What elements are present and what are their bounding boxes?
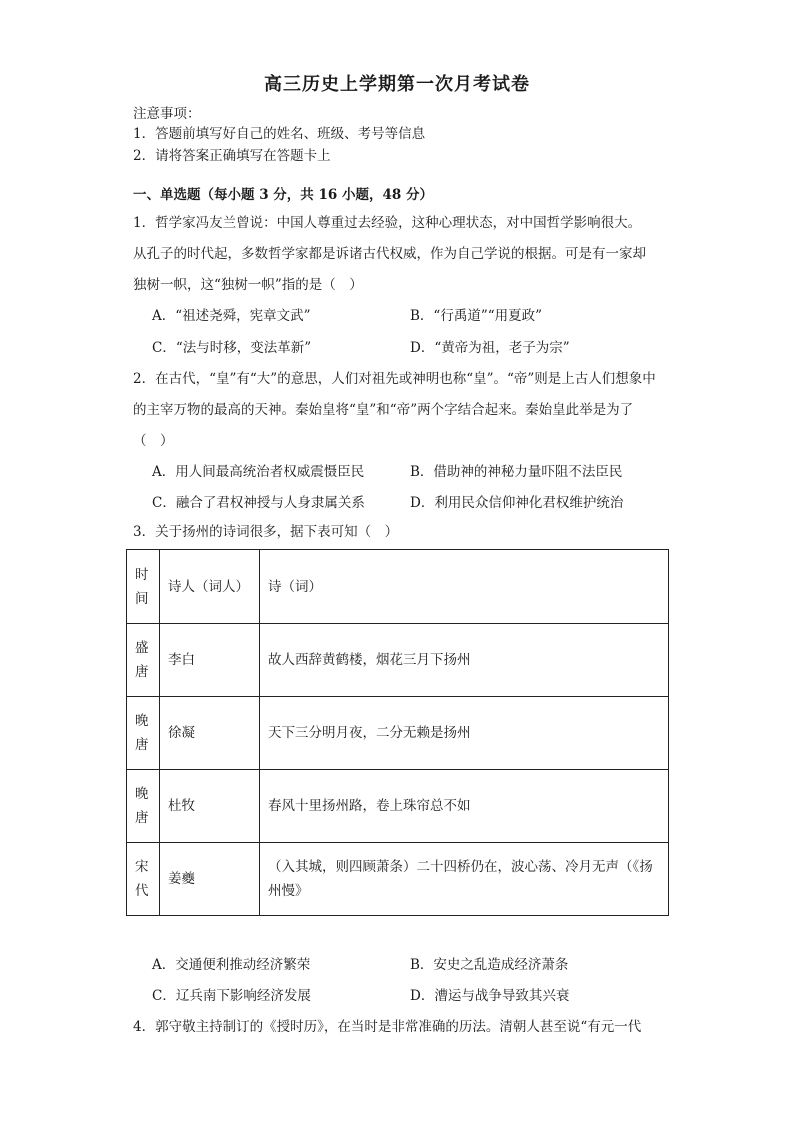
table-row (127, 843, 669, 916)
table-row (127, 770, 669, 843)
table-cell-poet: 杜牧 (160, 770, 260, 843)
question-stem: 3．关于扬州的诗词很多，据下表可知（ ） (133, 524, 399, 540)
answer-option: D．“黄帝为祖，老子为宗” (410, 340, 570, 356)
question-stem: （ ） (133, 433, 174, 449)
answer-option: C．“法与时移，变法革新” (152, 340, 312, 356)
question-stem: 2．在古代，“皇”有“大”的意思，人们对祖先或神明也称“皇”。“帝”则是上古人们想象中 (133, 371, 656, 387)
poem-table (126, 549, 669, 916)
answer-option: B．安史之乱造成经济萧条 (410, 957, 569, 973)
answer-option: D．漕运与战争导致其兴衰 (410, 988, 570, 1004)
table-cell-era: 盛唐 (127, 624, 160, 697)
page-title: 高三历史上学期第一次月考试卷 (264, 74, 530, 95)
table-cell-era: 晚唐 (127, 770, 160, 843)
question-stem: 的主宰万物的最高的天神。秦始皇将“皇”和“帝”两个字结合起来。秦始皇此举是为了 (133, 402, 634, 418)
table-cell-poem: 故人西辞黄鹤楼，烟花三月下扬州 (260, 624, 669, 697)
table-header-era: 时间 (127, 550, 160, 624)
table-cell-era: 宋代 (127, 843, 160, 916)
answer-option: B．“行禹道”“用夏政” (410, 308, 543, 324)
answer-option: A．交通便利推动经济繁荣 (152, 957, 311, 973)
question-stem: 独树一帜，这“独树一帜”指的是（ ） (133, 277, 363, 293)
table-cell-poem: 天下三分明月夜，二分无赖是扬州 (260, 697, 669, 770)
table-cell-poet: 徐凝 (160, 697, 260, 770)
question-stem: 从孔子的时代起，多数哲学家都是诉诸古代权威，作为自己学说的根据。可是有一家却 (133, 246, 646, 262)
answer-option: D．利用民众信仰神化君权维护统治 (410, 495, 624, 511)
table-header-poem: 诗（词） (260, 550, 669, 624)
table-cell-poet: 李白 (160, 624, 260, 697)
section-heading: 一、单选题（每小题 3 分，共 16 小题，48 分） (133, 187, 433, 203)
table-cell-poet: 姜夔 (160, 843, 260, 916)
table-row (127, 697, 669, 770)
notice-item: 1．答题前填写好自己的姓名、班级、考号等信息 (133, 126, 426, 142)
answer-option: C．辽兵南下影响经济发展 (152, 988, 311, 1004)
table-cell-era: 晚唐 (127, 697, 160, 770)
table-cell-poem: 春风十里扬州路，卷上珠帘总不如 (260, 770, 669, 843)
table-header-poet: 诗人（词人） (160, 550, 260, 624)
answer-option: A．“祖述尧舜，宪章文武” (152, 308, 311, 324)
table-header-row (127, 550, 669, 624)
notice-heading: 注意事项： (133, 106, 201, 122)
question-stem: 1．哲学家冯友兰曾说：中国人尊重过去经验，这种心理状态，对中国哲学影响很大。 (133, 215, 642, 231)
table-row (127, 624, 669, 697)
answer-option: C．融合了君权神授与人身隶属关系 (152, 495, 365, 511)
table-cell-poem: （入其城，则四顾萧条）二十四桥仍在，波心荡、冷月无声（《扬州慢》 (260, 843, 669, 916)
notice-item: 2．请将答案正确填写在答题卡上 (133, 148, 331, 164)
answer-option: B．借助神的神秘力量吓阻不法臣民 (410, 464, 623, 480)
question-stem: 4．郭守敬主持制订的《授时历》，在当时是非常准确的历法。清朝人甚至说“有元一代 (133, 1019, 642, 1035)
answer-option: A．用人间最高统治者权威震慑臣民 (152, 464, 365, 480)
